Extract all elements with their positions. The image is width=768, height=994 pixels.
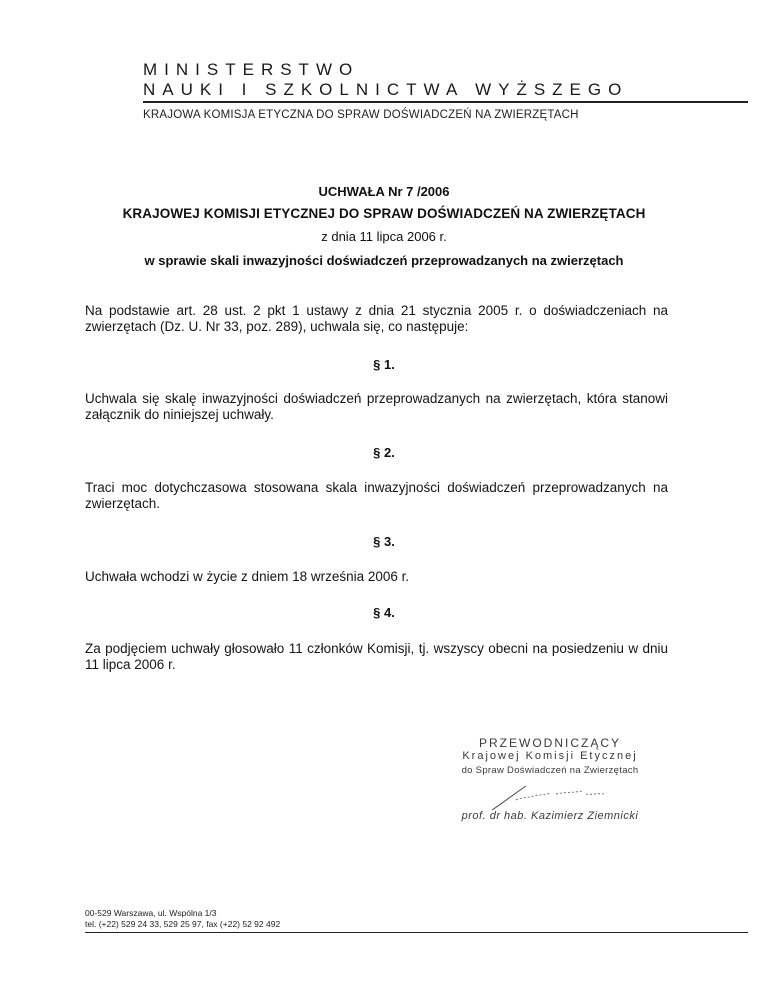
section-2-label: § 2.: [373, 445, 395, 460]
resolution-subject: w sprawie skali inwazyjności doświadczeń przeprowadzanych na zwierzętach: [144, 253, 624, 268]
footer-phone: tel. (+22) 529 24 33, 529 25 97, fax (+22) 52 92 492: [85, 919, 281, 929]
resolution-title: UCHWAŁA Nr 7 /2006: [318, 184, 450, 199]
section-2-text: Traci moc dotychczasowa stosowana skala inwazyjności doświadczeń przeprowadzanych na zwierzętach.: [85, 480, 668, 511]
section-1-label: § 1.: [373, 357, 395, 372]
stamp-scope-line: do Spraw Doświadczeń na Zwierzętach: [461, 765, 639, 776]
section-3-text: Uchwała wchodzi w życie z dniem 18 września 2006 r.: [85, 569, 410, 584]
section-4-text: Za podjęciem uchwały głosowało 11 członków Komisji, tj. wszyscy obecni na posiedzeniu w dniu 11 lipca 2006 r.: [85, 641, 668, 672]
section-3-label: § 3.: [373, 534, 395, 549]
stamp-commission-line: Krajowej Komisji Etycznej: [462, 750, 638, 762]
commission-name: KRAJOWA KOMISJA ETYCZNA DO SPRAW DOŚWIADCZEŃ NA ZWIERZĘTACH: [143, 109, 579, 121]
chairman-name: prof. dr hab. Kazimierz Ziemnicki: [461, 810, 639, 822]
footer-divider: [85, 932, 748, 933]
resolution-date: z dnia 11 lipca 2006 r.: [321, 229, 447, 244]
header-divider: [143, 101, 748, 103]
ministry-name-line-1: MINISTERSTWO: [143, 60, 360, 79]
ministry-name-line-2: NAUKI I SZKOLNICTWA WYŻSZEGO: [143, 80, 629, 99]
stamp-title: PRZEWODNICZĄCY: [479, 736, 621, 750]
section-1-text: Uchwala się skalę inwazyjności doświadczeń przeprowadzanych na zwierzętach, która stanowi załącznik do niniejszej uchwały.: [85, 391, 668, 422]
section-4-label: § 4.: [373, 605, 395, 620]
footer-address: 00-529 Warszawa, ul. Wspólna 1/3: [85, 908, 217, 918]
resolution-issuing-body: KRAJOWEJ KOMISJI ETYCZNEJ DO SPRAW DOŚWIADCZEŃ NA ZWIERZĘTACH: [122, 206, 646, 221]
preamble-paragraph: Na podstawie art. 28 ust. 2 pkt 1 ustawy z dnia 21 stycznia 2005 r. o doświadczeniach na zwierzętach (Dz. U. Nr 33, poz. 289), uchwala się, co następuje:: [85, 303, 668, 334]
